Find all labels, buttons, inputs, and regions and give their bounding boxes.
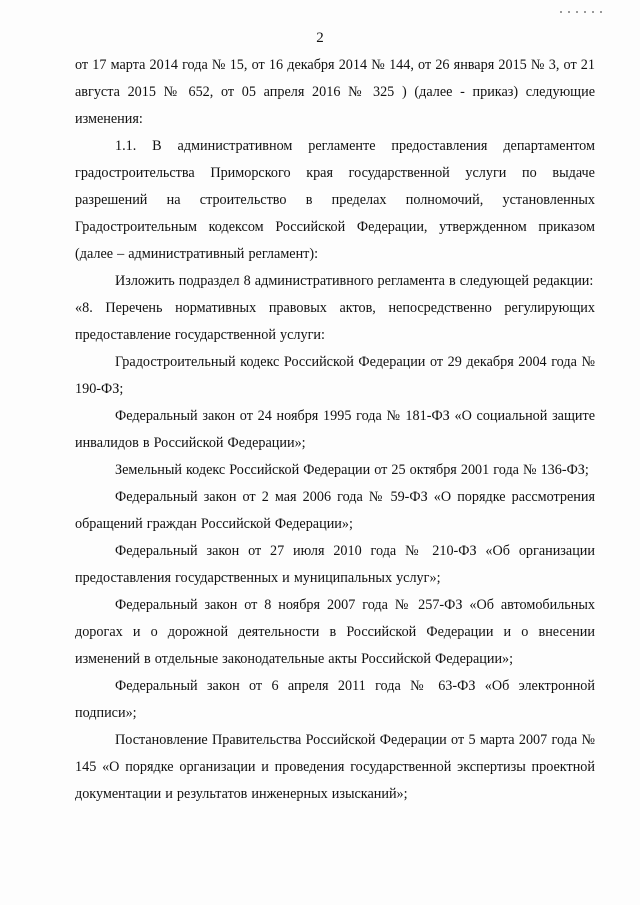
paragraph-section-8-heading: «8. Перечень нормативных правовых актов, непосредственно регулирующих предоставление государственной услуги: bbox=[75, 300, 595, 343]
list-item-disabled-protection-law: Федеральный закон от 24 ноября 1995 года № 181-ФЗ «О социальной защите инвалидов в Российской Федерации»; bbox=[75, 408, 595, 451]
paragraph-instruction: Изложить подраздел 8 административного регламента в следующей редакции: bbox=[115, 273, 594, 289]
paragraph-1-1: 1.1. В административном регламенте предоставления департаментом градостроительства Приморского края государственной услуги по выдаче разрешений на строительство в пределах полномочий, установленных Градостроительным кодексом Российской Федерации, утвержденном приказом (далее – административный регламент): bbox=[75, 138, 595, 262]
list-item-public-services-law: Федеральный закон от 27 июля 2010 года № 210-ФЗ «Об организации предоставления государственных и муниципальных услуг»; bbox=[75, 543, 595, 586]
list-item-urban-code: Градостроительный кодекс Российской Федерации от 29 декабря 2004 года № 190-ФЗ; bbox=[75, 354, 595, 397]
list-item-e-signature-law: Федеральный закон от 6 апреля 2011 года № 63-ФЗ «Об электронной подписи»; bbox=[75, 678, 595, 721]
list-item-expertise-decree: Постановление Правительства Российской Федерации от 5 марта 2007 года № 145 «О порядке организации и проведения государственной экспертизы проектной документации и результатов инженерных изысканий»; bbox=[75, 732, 595, 802]
list-item-citizen-appeals-law: Федеральный закон от 2 мая 2006 года № 59-ФЗ «О порядке рассмотрения обращений граждан Российской Федерации»; bbox=[75, 489, 595, 532]
list-item-land-code: Земельный кодекс Российской Федерации от 25 октября 2001 года № 136-ФЗ; bbox=[115, 462, 589, 478]
list-item-roads-law: Федеральный закон от 8 ноября 2007 года № 257-ФЗ «Об автомобильных дорогах и о дорожной деятельности в Российской Федерации и о внесении изменений в отдельные законодательные акты Российской Федерации»; bbox=[75, 597, 595, 667]
scan-noise bbox=[560, 0, 640, 8]
document-body bbox=[75, 52, 595, 808]
paragraph-intro: от 17 марта 2014 года № 15, от 16 декабря 2014 № 144, от 26 января 2015 № 3, от 21 августа 2015 № 652, от 05 апреля 2016 № 325 ) (далее - приказ) следующие изменения: bbox=[75, 57, 595, 127]
page-number: 2 bbox=[316, 30, 324, 46]
